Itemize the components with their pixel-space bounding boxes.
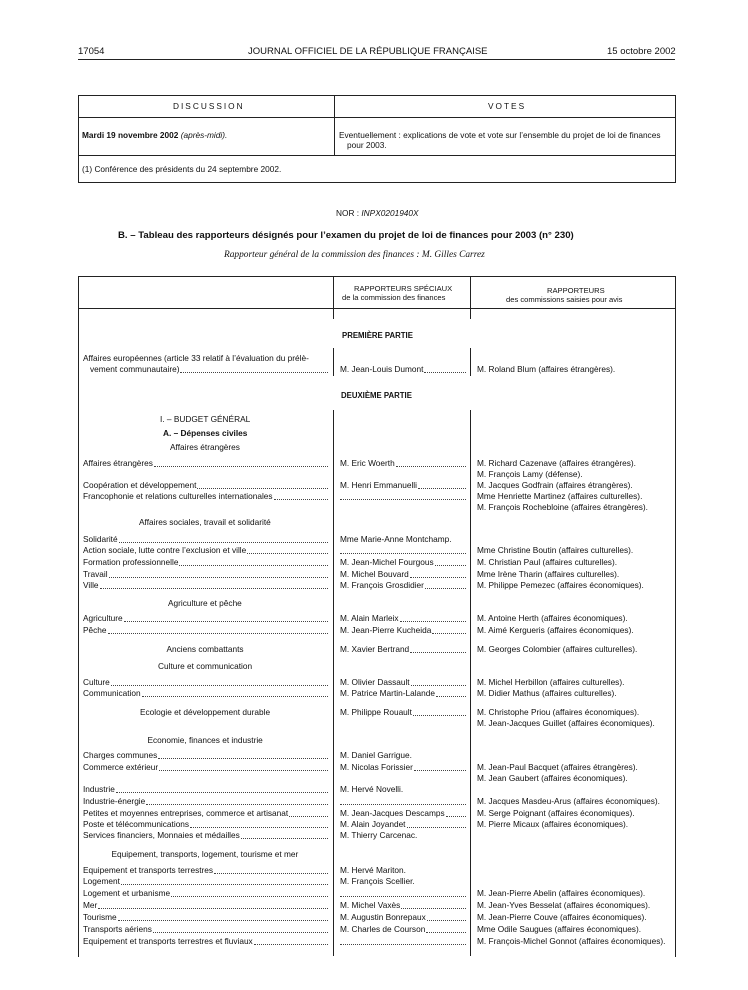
leader-dots	[426, 932, 466, 933]
col-opinion-rapporteurs-line1: RAPPORTEURS	[547, 286, 605, 295]
leader-dots	[190, 827, 328, 828]
budget-item-label: Pêche	[83, 625, 107, 635]
group-heading: Economie, finances et industrie	[147, 735, 263, 745]
opinion-rapporteur: M. François Lamy (défense).	[477, 469, 583, 479]
budget-item-label: Agriculture	[83, 613, 123, 623]
leader-dots	[340, 896, 466, 897]
special-rapporteur: M. Henri Emmanuelli	[340, 480, 417, 490]
budget-item-label: Equipement et transports terrestres	[83, 865, 214, 875]
budget-item-label: vement communautaire)	[90, 364, 180, 374]
leader-dots	[424, 372, 466, 373]
leader-dots	[116, 792, 328, 793]
leader-dots	[340, 804, 466, 805]
leader-dots	[159, 770, 328, 771]
leader-dots	[446, 816, 466, 817]
group-heading: Equipement, transports, logement, tourisme et mer	[111, 849, 299, 859]
special-rapporteur: M. Daniel Garrigue.	[340, 750, 412, 760]
part-one-heading: PREMIÈRE PARTIE	[342, 331, 413, 340]
opinion-rapporteur: M. Jean-Pierre Couve (affaires économiques).	[477, 912, 647, 922]
leader-dots	[118, 920, 328, 921]
leader-dots	[401, 908, 466, 909]
opinion-rapporteur: M. Jean-Pierre Abelin (affaires économiques).	[477, 888, 646, 898]
leader-dots	[427, 920, 466, 921]
budget-item-label: Charges communes	[83, 750, 158, 760]
opinion-rapporteur: Mme Odile Saugues (affaires économiques).	[477, 924, 642, 934]
opinion-rapporteur: M. Jacques Godfrain (affaires étrangères).	[477, 480, 633, 490]
col-discussion-header: DISCUSSION	[173, 101, 245, 111]
leader-dots	[180, 372, 328, 373]
header-rule	[78, 59, 675, 60]
leader-dots	[247, 553, 328, 554]
leader-dots	[179, 565, 328, 566]
leader-dots	[241, 838, 328, 839]
group-heading: Affaires sociales, travail et solidarité	[139, 517, 271, 527]
special-rapporteur: M. François Scellier.	[340, 876, 415, 886]
leader-dots	[119, 542, 328, 543]
budget-item-label: Affaires européennes (article 33 relatif à l’évaluation du prélè-	[83, 353, 309, 363]
leader-dots	[396, 466, 466, 467]
opinion-rapporteur: M. Philippe Pemezec (affaires économiques).	[477, 580, 644, 590]
opinion-rapporteur: M. François-Michel Gonnot (affaires économiques).	[477, 936, 666, 946]
budget-item-label: Poste et télécommunications	[83, 819, 190, 829]
leader-dots	[435, 565, 466, 566]
leader-dots	[413, 715, 466, 716]
opinion-rapporteur: M. François Rochebloine (affaires étrangères).	[477, 502, 648, 512]
budget-item-label: Industrie-énergie	[83, 796, 146, 806]
special-rapporteur: M. Michel Bouvard	[340, 569, 409, 579]
opinion-rapporteur: M. Georges Colombier (affaires culturelles).	[477, 644, 638, 654]
opinion-rapporteur: M. Christian Paul (affaires culturelles).	[477, 557, 618, 567]
page-number: 17054	[78, 46, 105, 57]
budget-item-label: Logement et urbanisme	[83, 888, 171, 898]
opinion-rapporteur: M. Jean-Yves Besselat (affaires économiques).	[477, 900, 651, 910]
votes-text-line1: Eventuellement : explications de vote et vote sur l’ensemble du projet de loi de finances	[339, 130, 661, 140]
budget-item-label: Affaires étrangères	[83, 458, 153, 468]
leader-dots	[158, 758, 328, 759]
part-two-heading: DEUXIÈME PARTIE	[341, 391, 412, 400]
leader-dots	[254, 944, 328, 945]
special-rapporteur: M. Jean-Louis Dumont	[340, 364, 424, 374]
leader-dots	[289, 816, 328, 817]
special-rapporteur: M. Charles de Courson	[340, 924, 426, 934]
special-rapporteur: M. Michel Vaxès	[340, 900, 401, 910]
budget-item-label: Communication	[83, 688, 141, 698]
discussion-date: Mardi 19 novembre 2002 (après-midi).	[82, 130, 228, 140]
budget-item-label: Petites et moyennes entreprises, commerce et artisanat	[83, 808, 289, 818]
special-rapporteur: M. Alain Joyandet	[340, 819, 406, 829]
special-rapporteur: M. Eric Woerth	[340, 458, 395, 468]
budget-item-label: Logement	[83, 876, 120, 886]
leader-dots	[414, 770, 466, 771]
special-rapporteur: M. Jean-Jacques Descamps	[340, 808, 445, 818]
leader-dots	[108, 633, 328, 634]
leader-dots	[410, 577, 466, 578]
special-rapporteur: M. Patrice Martin-Lalande	[340, 688, 435, 698]
budget-item-label: Culture	[83, 677, 110, 687]
opinion-rapporteur: M. Michel Herbillon (affaires culturelles).	[477, 677, 625, 687]
group-heading: I. – BUDGET GÉNÉRAL	[160, 414, 251, 424]
budget-item-label: Travail	[83, 569, 108, 579]
opinion-rapporteur: M. Jean Gaubert (affaires économiques).	[477, 773, 628, 783]
opinion-rapporteur: M. Antoine Herth (affaires économiques).	[477, 613, 628, 623]
group-heading: Anciens combattants	[166, 644, 244, 654]
budget-item-label: Industrie	[83, 784, 115, 794]
opinion-rapporteur: Mme Christine Boutin (affaires culturelles).	[477, 545, 634, 555]
col-opinion-rapporteurs-line2: des commissions saisies pour avis	[506, 295, 623, 304]
general-rapporteur: Rapporteur général de la commission des finances : M. Gilles Carrez	[224, 250, 485, 260]
budget-item-label: Services financiers, Monnaies et médailles	[83, 830, 240, 840]
leader-dots	[111, 685, 328, 686]
opinion-rapporteur: Mme Irène Tharin (affaires culturelles).	[477, 569, 620, 579]
leader-dots	[274, 499, 328, 500]
group-heading: Ecologie et développement durable	[140, 707, 271, 717]
budget-item-label: Action sociale, lutte contre l’exclusion et ville	[83, 545, 247, 555]
special-rapporteur: Mme Marie-Anne Montchamp.	[340, 534, 452, 544]
votes-text-line2: pour 2003.	[347, 140, 387, 150]
leader-dots	[418, 488, 466, 489]
budget-item-label: Commerce extérieur	[83, 762, 159, 772]
leader-dots	[153, 932, 328, 933]
group-heading: Affaires étrangères	[170, 442, 240, 452]
opinion-rapporteur: M. Jean-Paul Bacquet (affaires étrangères).	[477, 762, 638, 772]
opinion-rapporteur: M. Didier Mathus (affaires culturelles).	[477, 688, 617, 698]
budget-item-label: Ville	[83, 580, 99, 590]
special-rapporteur: M. Thierry Carcenac.	[340, 830, 418, 840]
opinion-rapporteur: M. Serge Poignant (affaires économiques).	[477, 808, 635, 818]
special-rapporteur: M. Olivier Dassault	[340, 677, 410, 687]
nor-reference: NOR : INPX0201940X	[336, 208, 419, 218]
conference-footnote: (1) Conférence des présidents du 24 septembre 2002.	[82, 164, 282, 174]
col-votes-header: VOTES	[488, 101, 527, 111]
group-heading: Culture et communication	[158, 661, 253, 671]
leader-dots	[340, 553, 466, 554]
leader-dots	[98, 908, 328, 909]
issue-date: 15 octobre 2002	[607, 46, 676, 57]
budget-item-label: Equipement et transports terrestres et fluviaux	[83, 936, 253, 946]
leader-dots	[432, 633, 466, 634]
opinion-rapporteur: M. Christophe Priou (affaires économiques).	[477, 707, 640, 717]
special-rapporteur: M. Xavier Bertrand	[340, 644, 410, 654]
leader-dots	[340, 499, 466, 500]
opinion-rapporteur: M. Jean-Jacques Guillet (affaires économiques).	[477, 718, 655, 728]
budget-item-label: Solidarité	[83, 534, 118, 544]
budget-item-label: Mer	[83, 900, 98, 910]
special-rapporteur: M. Augustin Bonrepaux	[340, 912, 426, 922]
leader-dots	[400, 621, 466, 622]
special-rapporteur: M. Philippe Rouault	[340, 707, 412, 717]
opinion-rapporteur: M. Pierre Micaux (affaires économiques).	[477, 819, 629, 829]
leader-dots	[411, 685, 466, 686]
budget-item-label: Francophonie et relations culturelles internationales	[83, 491, 273, 501]
col-special-rapporteurs-line1: RAPPORTEURS SPÉCIAUX	[354, 284, 453, 293]
group-heading: Agriculture et pêche	[168, 598, 242, 608]
group-heading: A. – Dépenses civiles	[163, 428, 248, 438]
leader-dots	[121, 884, 328, 885]
leader-dots	[146, 804, 328, 805]
leader-dots	[109, 577, 328, 578]
special-rapporteur: M. Hervé Novelli.	[340, 784, 404, 794]
leader-dots	[197, 488, 328, 489]
opinion-rapporteur: M. Richard Cazenave (affaires étrangères).	[477, 458, 636, 468]
leader-dots	[340, 944, 466, 945]
opinion-rapporteur: M. Roland Blum (affaires étrangères).	[477, 364, 616, 374]
col-special-rapporteurs-line2: de la commission des finances	[342, 293, 446, 302]
special-rapporteur: M. Jean-Michel Fourgous	[340, 557, 434, 567]
leader-dots	[171, 896, 328, 897]
leader-dots	[425, 588, 466, 589]
special-rapporteur: M. Nicolas Forissier	[340, 762, 413, 772]
leader-dots	[154, 466, 328, 467]
leader-dots	[124, 621, 328, 622]
leader-dots	[410, 652, 466, 653]
special-rapporteur: M. François Grosdidier	[340, 580, 424, 590]
budget-item-label: Formation professionnelle	[83, 557, 179, 567]
special-rapporteur: M. Hervé Mariton.	[340, 865, 406, 875]
opinion-rapporteur: Mme Henriette Martinez (affaires culturelles).	[477, 491, 643, 501]
special-rapporteur: M. Jean-Pierre Kucheida	[340, 625, 432, 635]
special-rapporteur: M. Alain Marleix	[340, 613, 399, 623]
leader-dots	[407, 827, 466, 828]
section-title: B. – Tableau des rapporteurs désignés pour l’examen du projet de loi de finances pour 2003 (n° 230)	[118, 230, 574, 241]
leader-dots	[142, 696, 328, 697]
opinion-rapporteur: M. Aimé Kergueris (affaires économiques).	[477, 625, 634, 635]
budget-item-label: Tourisme	[83, 912, 117, 922]
budget-item-label: Coopération et développement	[83, 480, 197, 490]
budget-item-label: Transports aériens	[83, 924, 152, 934]
leader-dots	[214, 873, 328, 874]
leader-dots	[100, 588, 328, 589]
leader-dots	[436, 696, 466, 697]
opinion-rapporteur: M. Jacques Masdeu-Arus (affaires économiques).	[477, 796, 660, 806]
journal-title: JOURNAL OFFICIEL DE LA RÉPUBLIQUE FRANÇAISE	[248, 46, 488, 57]
